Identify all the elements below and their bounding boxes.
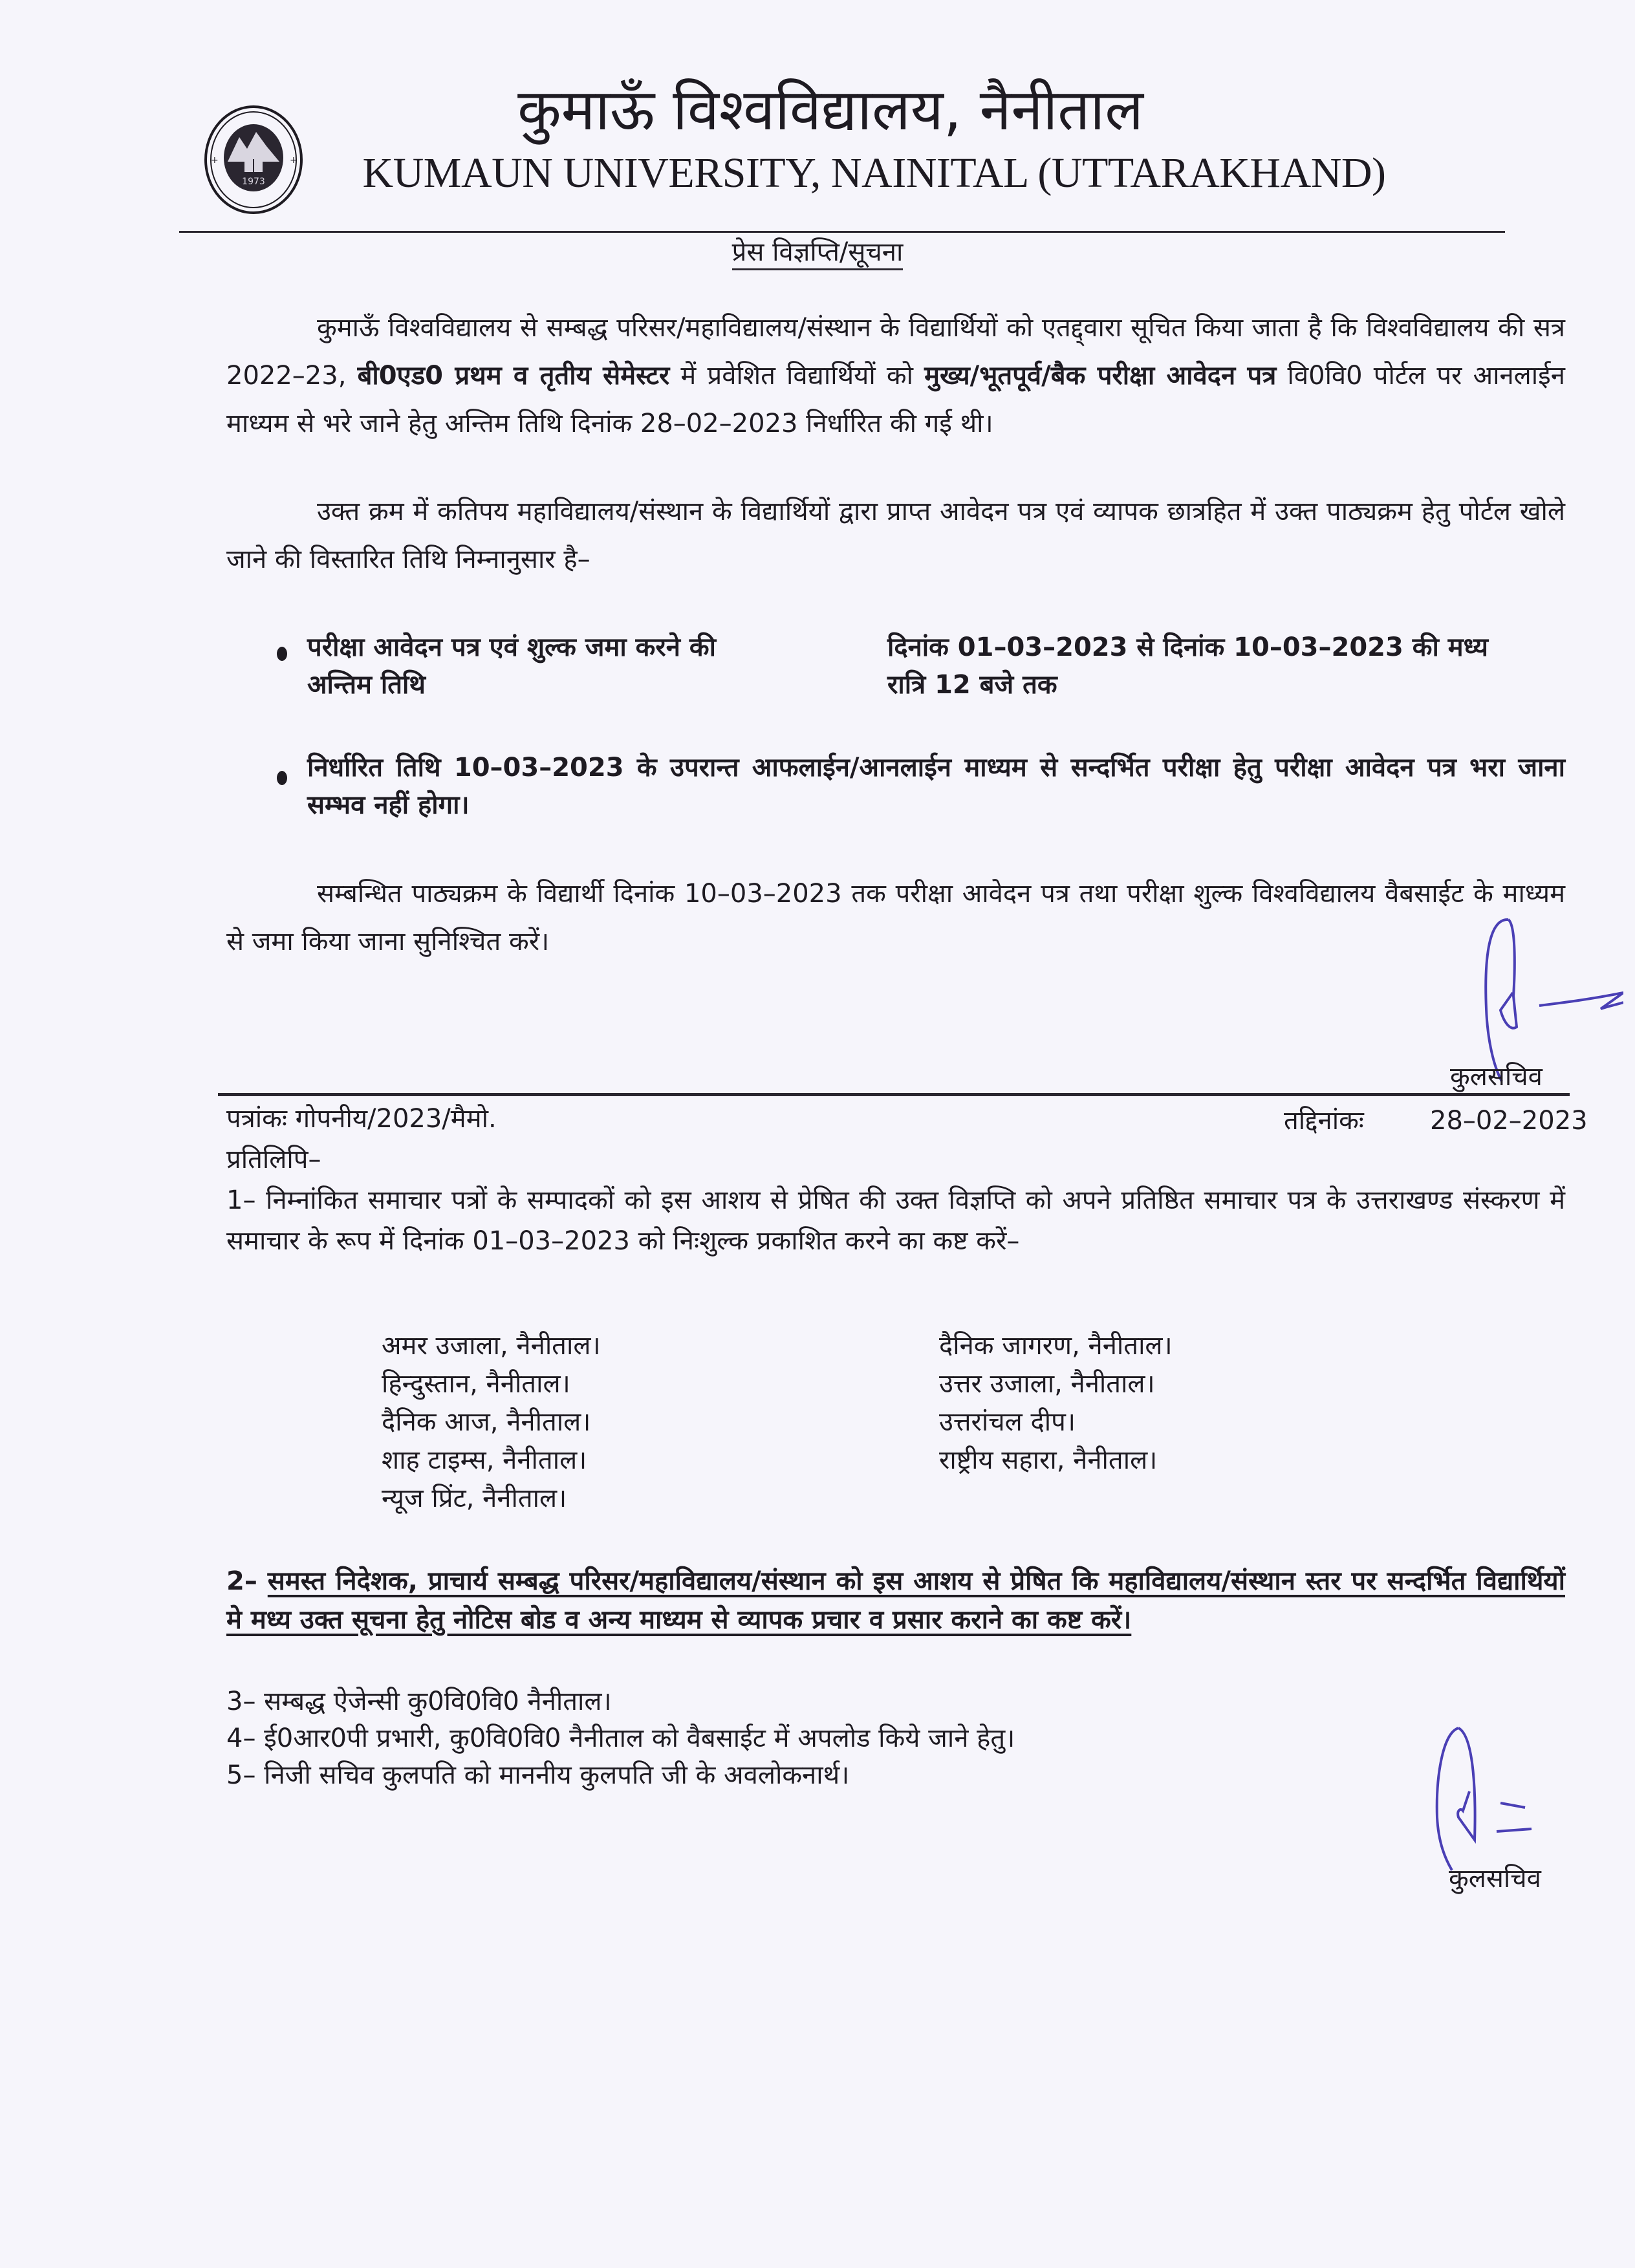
bullet1-value-line2: रात्रि 12 बजे तक bbox=[887, 670, 1057, 700]
bullet-icon bbox=[277, 771, 287, 785]
bullet-icon bbox=[277, 647, 287, 661]
registrar-designation-2: कुलसचिव bbox=[1449, 1864, 1541, 1894]
registrar-signature-2 bbox=[1423, 1720, 1565, 1875]
bullet1-label-line2: अन्तिम तिथि bbox=[307, 670, 426, 700]
newspaper-list-right bbox=[939, 1327, 1173, 1480]
paragraph-2 bbox=[226, 488, 1565, 583]
copy-item-2 bbox=[226, 1562, 1565, 1639]
para1-form-type: मुख्य/भूतपूर्व/बैक परीक्षा आवेदन पत्र bbox=[924, 361, 1277, 391]
para1-text-a: कुमाऊँ विश्वविद्यालय से सम्बद्ध परिसर/महाविद्यालय/संस्थान के विद्यार्थियों को एतद्द्वारा सूचित किया जाता है कि विश्वविद्यालय की सत्र 2022–23, bbox=[226, 313, 1565, 391]
bullet2-text: निर्धारित तिथि 10–03–2023 के उपरान्त आफलाईन/आनलाईन माध्यम से सन्दर्भित परीक्षा हेतु परीक्षा आवेदन पत्र भरा जाना सम्भव नहीं होगा। bbox=[307, 753, 1565, 820]
copy-item-2-text: समस्त निदेशक, प्राचार्य सम्बद्ध परिसर/महाविद्यालय/संस्थान को इस आशय से प्रेषित कि महाविद्यालय/संस्थान स्तर पर सन्दर्भित विद्यार्थियों मे मध्य उक्त सूचना हेतु नोटिस बोड व अन्य माध्यम से व्यापक प्रचार व प्रसार कराने का कष्ट करें। bbox=[226, 1566, 1565, 1635]
newspaper-item: अमर उजाला, नैनीताल। bbox=[382, 1331, 601, 1361]
memo-divider bbox=[218, 1093, 1570, 1096]
notice-subject bbox=[0, 234, 1635, 270]
memo-date-label: तद्दिनांकः bbox=[1284, 1106, 1364, 1136]
memo-reference: पत्रांकः गोपनीय/2023/मैमो. bbox=[226, 1104, 497, 1134]
copy-heading: प्रतिलिपि– bbox=[226, 1145, 321, 1174]
newspaper-item: उत्तर उजाला, नैनीताल। bbox=[939, 1369, 1155, 1399]
para1-text-c: वि0वि0 पोर्टल पर आनलाईन माध्यम से भरे जाने हेतु अन्तिम तिथि दिनांक 28–02–2023 निर्धारित की गई थी। bbox=[226, 361, 1566, 438]
copy-item-5: 5– निजी सचिव कुलपति को माननीय कुलपति जी के अवलोकनार्थ। bbox=[226, 1760, 850, 1790]
newspaper-list-left bbox=[382, 1327, 601, 1518]
subject-text: प्रेस विज्ञप्ति/सूचना bbox=[732, 237, 904, 270]
svg-text:1973: 1973 bbox=[242, 177, 265, 187]
para2-text: उक्त क्रम में कतिपय महाविद्यालय/संस्थान के विद्यार्थियों द्वारा प्राप्त आवेदन पत्र एवं व्यापक छात्रहित में उक्त पाठ्यक्रम हेतु पोर्टल खोले जाने की विस्तारित तिथि निम्नानुसार है– bbox=[226, 497, 1565, 574]
para1-course: बी0एड0 प्रथम व तृतीय सेमेस्टर bbox=[357, 361, 670, 391]
newspaper-item: दैनिक आज, नैनीताल। bbox=[382, 1407, 591, 1437]
svg-text:+: + bbox=[290, 155, 298, 166]
header-divider bbox=[179, 231, 1505, 233]
newspaper-item: न्यूज प्रिंट, नैनीताल। bbox=[382, 1484, 567, 1513]
copy-item-2-number: 2– bbox=[226, 1566, 268, 1596]
university-name-hindi: कुमाऊँ विश्वविद्यालय, नैनीताल bbox=[517, 76, 1143, 143]
memo-date: 28–02–2023 bbox=[1430, 1106, 1588, 1136]
newspaper-item: दैनिक जागरण, नैनीताल। bbox=[939, 1331, 1173, 1361]
para1-text-b: में प्रवेशित विद्यार्थियों को bbox=[669, 361, 925, 391]
para3-text: सम्बन्धित पाठ्यक्रम के विद्यार्थी दिनांक 10–03–2023 तक परीक्षा आवेदन पत्र तथा परीक्षा शुल्क विश्वविद्यालय वैबसाईट के माध्यम से जमा किया जाना सुनिश्चित करें। bbox=[226, 879, 1565, 956]
svg-text:+: + bbox=[211, 155, 219, 166]
newspaper-item: उत्तरांचल दीप। bbox=[939, 1407, 1076, 1437]
paragraph-1 bbox=[226, 304, 1565, 448]
bullet1-label bbox=[307, 629, 889, 704]
copy-item-3: 3– सम्बद्ध ऐजेन्सी कु0वि0वि0 नैनीताल। bbox=[226, 1687, 612, 1716]
copy-item-1: 1– निम्नांकित समाचार पत्रों के सम्पादकों को इस आशय से प्रेषित की उक्त विज्ञप्ति को अपने प्रतिष्ठित समाचार पत्र के उत्तराखण्ड संस्करण में समाचार के रूप में दिनांक 01–03–2023 को निःशुल्क प्रकाशित करने का कष्ट करें– bbox=[226, 1185, 1565, 1256]
newspaper-item: राष्ट्रीय सहारा, नैनीताल। bbox=[939, 1445, 1158, 1475]
registrar-designation-1: कुलसचिव bbox=[1450, 1062, 1543, 1092]
bullet1-value-line1: दिनांक 01–03–2023 से दिनांक 10–03–2023 की मध्य bbox=[887, 632, 1488, 662]
bullet1-label-line1: परीक्षा आवेदन पत्र एवं शुल्क जमा करने की bbox=[307, 632, 716, 662]
newspaper-item: शाह टाइम्स, नैनीताल। bbox=[382, 1445, 587, 1475]
university-name-english: KUMAUN UNIVERSITY, NAINITAL (UTTARAKHAND) bbox=[362, 149, 1386, 197]
bullet1-value bbox=[887, 629, 1566, 704]
paragraph-3 bbox=[226, 870, 1565, 966]
newspaper-item: हिन्दुस्तान, नैनीताल। bbox=[382, 1369, 570, 1399]
copy-item-4: 4– ई0आर0पी प्रभारी, कु0वि0वि0 नैनीताल को वैबसाईट में अपलोड किये जाने हेतु। bbox=[226, 1723, 1015, 1753]
